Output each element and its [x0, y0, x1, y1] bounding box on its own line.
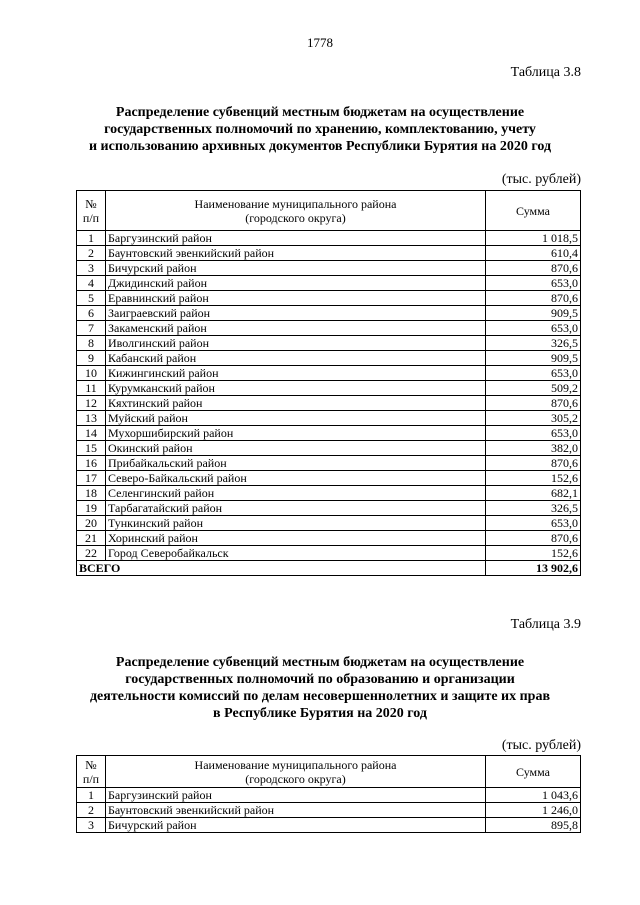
table-row: [77, 231, 581, 246]
row-sum: 653,0: [486, 276, 581, 291]
header-name: [106, 191, 486, 231]
row-sum: 326,5: [486, 501, 581, 516]
table-row: [77, 336, 581, 351]
row-number: 3: [77, 818, 106, 833]
row-number: 6: [77, 306, 106, 321]
header-num-line: п/п: [82, 210, 100, 225]
header-num-line: п/п: [82, 771, 100, 786]
table-1: [76, 190, 581, 576]
row-name: Заиграевский район: [106, 306, 486, 321]
table-2-title-line: государственных полномочий по образованию и организации: [125, 672, 515, 687]
row-name: Закаменский район: [106, 321, 486, 336]
row-number: 17: [77, 471, 106, 486]
table-1-title-line: и использованию архивных документов Республики Бурятия на 2020 год: [88, 139, 552, 154]
row-number: 5: [77, 291, 106, 306]
row-name: Джидинский район: [106, 276, 486, 291]
row-sum: 653,0: [486, 366, 581, 381]
row-sum: 870,6: [486, 291, 581, 306]
row-number: 13: [77, 411, 106, 426]
row-name: Бичурский район: [106, 818, 486, 833]
row-name: Баунтовский эвенкийский район: [106, 246, 486, 261]
table-row: [77, 441, 581, 456]
row-name: Еравнинский район: [106, 291, 486, 306]
table-row: [77, 411, 581, 426]
row-sum: 610,4: [486, 246, 581, 261]
header-name-line: (городского округа): [245, 210, 346, 225]
row-name: Баунтовский эвенкийский район: [106, 803, 486, 818]
table-row: [77, 531, 581, 546]
table-row: [77, 306, 581, 321]
table-row: [77, 471, 581, 486]
row-number: 3: [77, 261, 106, 276]
row-number: 8: [77, 336, 106, 351]
row-sum: 1 043,6: [486, 788, 581, 803]
table-row: [77, 261, 581, 276]
header-name-line: Наименование муниципального района: [194, 196, 397, 211]
table-row: [77, 803, 581, 818]
table-row: [77, 426, 581, 441]
row-name: Мухоршибирский район: [106, 426, 486, 441]
page-number: 1778: [307, 35, 333, 50]
table-2-title-line: в Республике Бурятия на 2020 год: [213, 706, 427, 721]
row-sum: 870,6: [486, 261, 581, 276]
row-name: Окинский район: [106, 441, 486, 456]
row-number: 4: [77, 276, 106, 291]
row-number: 16: [77, 456, 106, 471]
row-sum: 653,0: [486, 321, 581, 336]
row-number: 9: [77, 351, 106, 366]
header-num: [77, 191, 106, 231]
table-row: [77, 321, 581, 336]
table-1-title: [60, 104, 580, 155]
table-row: [77, 788, 581, 803]
row-number: 1: [77, 231, 106, 246]
row-number: 21: [77, 531, 106, 546]
table-1-label: Таблица 3.8: [510, 65, 581, 80]
row-sum: 326,5: [486, 336, 581, 351]
row-number: 18: [77, 486, 106, 501]
row-name: Северо-Байкальский район: [106, 471, 486, 486]
row-name: Иволгинский район: [106, 336, 486, 351]
table-2-title-line: деятельности комиссий по делам несовершеннолетних и защите их прав: [89, 689, 551, 704]
row-sum: 909,5: [486, 351, 581, 366]
row-sum: 870,6: [486, 396, 581, 411]
row-sum: 152,6: [486, 471, 581, 486]
row-sum: 653,0: [486, 516, 581, 531]
row-name: Хоринский район: [106, 531, 486, 546]
row-number: 19: [77, 501, 106, 516]
header-sum: Сумма: [486, 191, 581, 231]
table-row: [77, 381, 581, 396]
row-sum: 305,2: [486, 411, 581, 426]
row-name: Курумканский район: [106, 381, 486, 396]
row-sum: 152,6: [486, 546, 581, 561]
row-sum: 870,6: [486, 456, 581, 471]
row-sum: 682,1: [486, 486, 581, 501]
table-row: [77, 456, 581, 471]
row-sum: 653,0: [486, 426, 581, 441]
row-sum: 909,5: [486, 306, 581, 321]
row-name: Прибайкальский район: [106, 456, 486, 471]
row-name: Муйский район: [106, 411, 486, 426]
row-number: 10: [77, 366, 106, 381]
table-2-units: (тыс. рублей): [501, 738, 581, 753]
header-num: [77, 756, 106, 788]
row-number: 1: [77, 788, 106, 803]
row-name: Тарбагатайский район: [106, 501, 486, 516]
row-sum: 509,2: [486, 381, 581, 396]
row-name: Селенгинский район: [106, 486, 486, 501]
row-number: 15: [77, 441, 106, 456]
row-number: 22: [77, 546, 106, 561]
row-name: Кяхтинский район: [106, 396, 486, 411]
row-name: Кабанский район: [106, 351, 486, 366]
row-name: Баргузинский район: [106, 231, 486, 246]
table-2-title-line: Распределение субвенций местным бюджетам на осуществление: [115, 655, 525, 670]
row-name: Тункинский район: [106, 516, 486, 531]
table-2-label: Таблица 3.9: [510, 617, 581, 632]
header-name-line: (городского округа): [245, 771, 346, 786]
row-name: Кижингинский район: [106, 366, 486, 381]
table-2-title: [60, 654, 580, 722]
row-number: 2: [77, 803, 106, 818]
row-sum: 1 018,5: [486, 231, 581, 246]
table-1-units: (тыс. рублей): [501, 172, 581, 187]
row-number: 14: [77, 426, 106, 441]
row-number: 20: [77, 516, 106, 531]
row-number: 12: [77, 396, 106, 411]
row-number: 11: [77, 381, 106, 396]
table-row: [77, 818, 581, 833]
total-sum: 13 902,6: [486, 561, 581, 576]
table-row: [77, 366, 581, 381]
row-number: 7: [77, 321, 106, 336]
row-name: Баргузинский район: [106, 788, 486, 803]
table-row: [77, 246, 581, 261]
header-num-line: №: [85, 196, 97, 211]
table-row: [77, 516, 581, 531]
row-name: Бичурский район: [106, 261, 486, 276]
table-row: [77, 276, 581, 291]
table-row: [77, 291, 581, 306]
total-row: [77, 561, 581, 576]
table-row: [77, 546, 581, 561]
table-row: [77, 486, 581, 501]
table-row: [77, 351, 581, 366]
row-name: Город Северобайкальск: [106, 546, 486, 561]
table-1-title-line: Распределение субвенций местным бюджетам на осуществление: [115, 105, 525, 120]
header-name-line: Наименование муниципального района: [194, 757, 397, 772]
table-row: [77, 501, 581, 516]
table-1-title-line: государственных полномочий по хранению, комплектованию, учету: [104, 122, 536, 137]
row-sum: 895,8: [486, 818, 581, 833]
row-sum: 870,6: [486, 531, 581, 546]
row-sum: 1 246,0: [486, 803, 581, 818]
header-sum: Сумма: [486, 756, 581, 788]
header-name: [106, 756, 486, 788]
table-row: [77, 396, 581, 411]
row-sum: 382,0: [486, 441, 581, 456]
table-2: [76, 755, 581, 833]
header-num-line: №: [85, 757, 97, 772]
row-number: 2: [77, 246, 106, 261]
total-label: ВСЕГО: [77, 561, 486, 576]
